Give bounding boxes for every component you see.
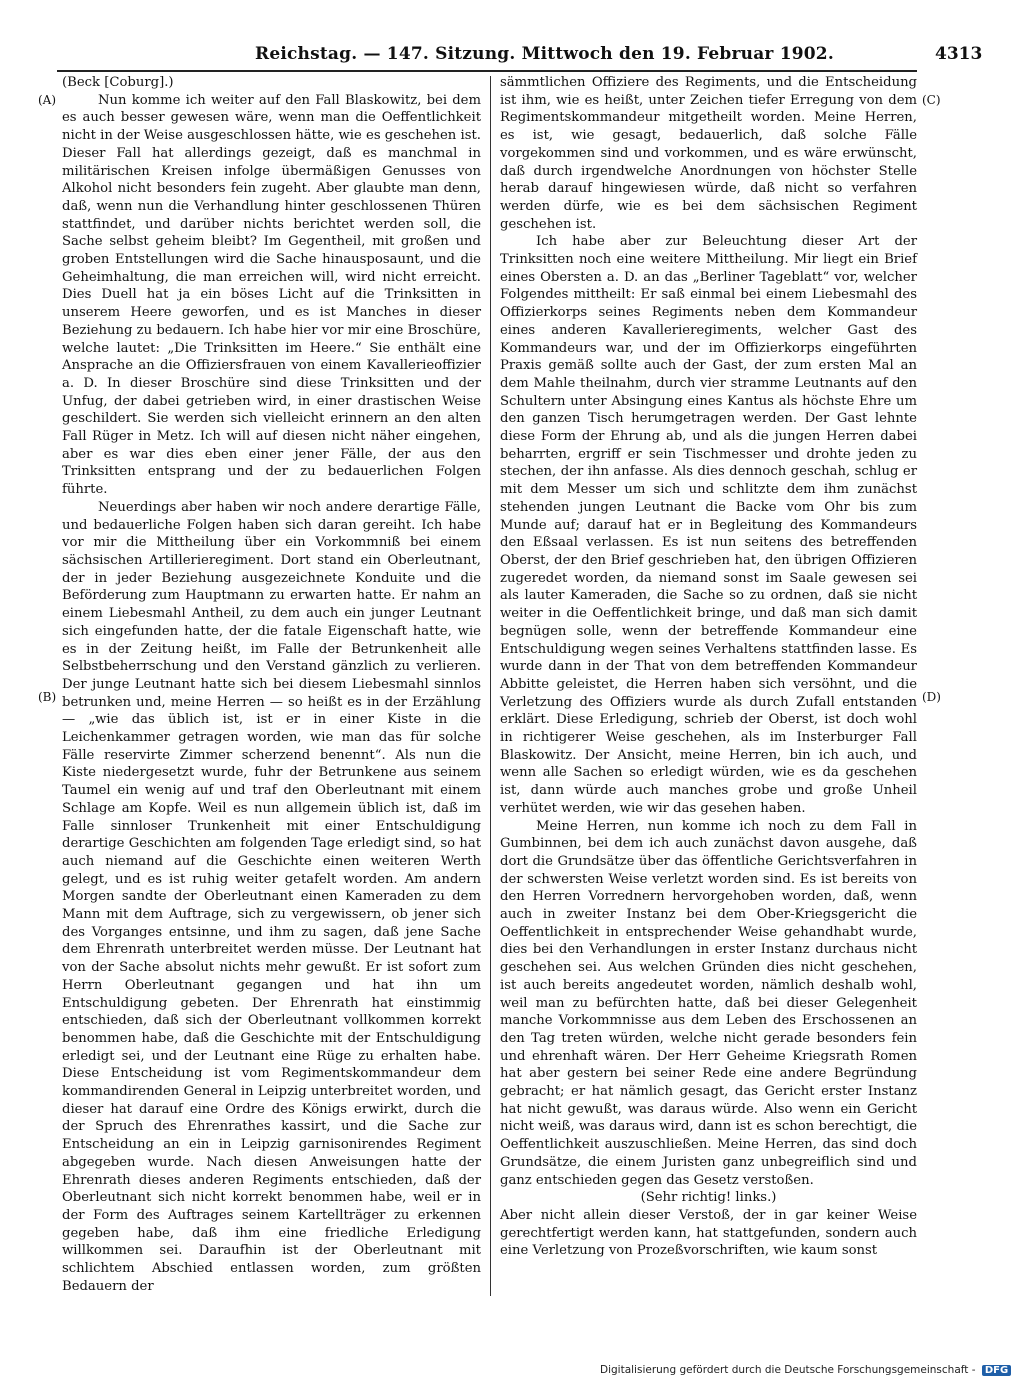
column-divider [490, 76, 491, 1296]
page-header: Reichstag. — 147. Sitzung. Mittwoch den 19. Februar 1902. [255, 44, 834, 64]
dfg-logo: DFG [982, 1365, 1011, 1376]
speaker-line: (Beck [Coburg].) [62, 75, 174, 90]
margin-marker-b: (B) [38, 690, 57, 704]
paragraph: Meine Herren, nun komme ich noch zu dem Fall in Gumbinnen, bei dem ich auch zunächst davon ausgehe, daß dort die Grundsätze über das öffentliche Gerichtsverfahren in der schwersten Weise verletzt worden sind. Es ist bereits von den Herren Vorrednern hervorgehoben worden, daß, wenn auch in zweiter Instanz bei dem Ober-Kriegsgericht die Oeffentlichkeit in entsprechender Weise gehandhabt wurde, dies bei den Verhandlungen in erster Instanz durchaus nicht geschehen sei. Aus welchen Gründen dies nicht geschehen, ist auch bereits angedeutet worden, nämlich deshalb wohl, weil man zu befürchten hatte, daß bei dieser Gelegenheit manche Vorkommnisse aus dem Leben des Erschossenen an den Tag treten würden, welche nicht gerade besonders fein und ehrenhaft wären. Der Herr Geheime Kriegsrath Romen hat aber gestern bei seiner Rede eine andere Begründung gebracht; er hat nämlich gesagt, das Gericht erster Instanz hat nicht gewußt, was daraus würde. Also wenn ein Gericht nicht weiß, was daraus wird, dann ist es schon berechtigt, die Oeffentlichkeit auszuschließen. Meine Herren, das sind doch Grundsätze, die einem Juristen ganz unbegreiflich sind und ganz entschieden gegen das Gesetz verstoßen. [500, 818, 917, 1188]
paragraph: Neuerdings aber haben wir noch andere derartige Fälle, und bedauerliche Folgen haben sich daran gereiht. Ich habe vor mir die Mittheilung über ein Vorkommniß bei einem sächsischen Artillerieregiment. Dort stand ein Oberleutnant, der in jeder Beziehung ausgezeichnete Konduite und die Beförderung zum Hauptmann zu erwarten hatte. Er nahm an einem Liebesmahl Antheil, zu dem auch ein junger Leutnant sich eingefunden hatte, der die fatale Eigenschaft hatte, wie es in der Zeitung heißt, im Falle der Betrunkenheit alle Selbstbeherrschung und den Verstand gänzlich zu verlieren. Der junge Leutnant hatte sich bei diesem Liebesmahl sinnlos betrunken und, meine Herren — so heißt es in der Erzählung — „wie das üblich ist, ist er in einer Kiste in die Leichenkammer getragen worden, wie man das für solche Fälle reservirte Zimmer scherzend benennt“. Als nun die Kiste niedergesetzt wurde, fuhr der Betrunkene aus seinem Taumel ein wenig auf und traf den Oberleutnant mit einem Schlage am Kopfe. Weil es nun allgemein üblich ist, daß im Falle sinnloser Trunkenheit mit einer Entschuldigung derartige Geschichten am folgenden Tage erledigt sind, so hat auch niemand auf die Geschichte einen weiteren Werth gelegt, und es ist ruhig weiter getafelt worden. Am andern Morgen sandte der Oberleutnant einen Kameraden zu dem Mann mit dem Auftrage, sich zu vergewissern, ob jener sich des Vorganges entsinne, und ihm zu sagen, daß jene Sache dem Ehrenrath unterbreitet werden müsse. Der Leutnant hat von der Sache absolut nichts mehr gewußt. Er ist sofort zum Herrn Oberleutnant gegangen und hat ihn um Entschuldigung gebeten. Der Ehrenrath hat einstimmig entschieden, daß sich der Oberleutnant vollkommen korrekt benommen habe, daß die Geschichte mit der Entschuldigung erledigt sei, und der Leutnant eine Rüge zu erhalten habe. Diese Entscheidung ist vom Regimentskommandeur dem kommandirenden General in Leipzig unterbreitet worden, und dieser hat darauf eine Ordre des Königs erwirkt, durch die der Spruch des Ehrenrathes kassirt, und die Sache zur Entscheidung an ein in Leipzig garnisonirendes Regiment abgegeben wurde. Nach diesen Anweisungen hatte der Ehrenrath dieses anderen Regiments entschieden, daß der Oberleutnant sich nicht korrekt benommen habe, weil er in der Form des Auftrages seinem Kartellträger zu erkennen gegeben habe, daß ihm eine friedliche Erledigung willkommen sei. Daraufhin ist der Oberleutnant mit schlichtem Abschied entlassen worden, zum größten Bedauern der [62, 499, 481, 1294]
margin-marker-d: (D) [922, 690, 941, 704]
page-number: 4313 [935, 44, 983, 64]
paragraph: Nun komme ich weiter auf den Fall Blaskowitz, bei dem es auch besser gewesen wäre, wenn man die Oeffentlichkeit nicht in der Weise ausgeschlossen hätte, wie es geschehen ist. Dieser Fall hat allerdings gezeigt, daß es manchmal in militärischen Kreisen infolge übermäßigen Genusses von Alkohol nicht besonders fein zugeht. Aber glaubte man denn, daß, wenn nun die Verhandlung hinter geschlossenen Thüren stattfindet, und darüber nichts berichtet werden soll, die Sache selbst geheim bleibt? Im Gegentheil, mit großen und groben Entstellungen wird die Sache hinausposaunt, und die Geheimhaltung, die man erreichen will, wird nicht erreicht. Dies Duell hat ja ein böses Licht auf die Trinksitten in unserem Heere geworfen, und es ist Manches in dieser Beziehung zu bedauern. Ich habe hier vor mir eine Broschüre, welche lautet: „Die Trinksitten im Heere.“ Sie enthält eine Ansprache an die Offiziersfrauen von einem Kavallerieoffizier a. D. In dieser Broschüre sind diese Trinksitten und der Unfug, der dabei getrieben wird, in einer drastischen Weise geschildert. Sie werden sich vielleicht erinnern an den alten Fall Rüger in Metz. Ich will auf diesen nicht näher eingehen, aber es war dies eben einer jener Fälle, der aus den Trinksitten entsprang und der zu bedauerlichen Folgen führte. [62, 92, 481, 498]
paragraph: sämmtlichen Offiziere des Regiments, und die Entscheidung ist ihm, wie es heißt, unter Zeichen tiefer Erregung von dem Regimentskommandeur mitgetheilt worden. Meine Herren, es ist, wie gesagt, bedauerlich, daß solche Fälle vorgekommen sind und vorkommen, und es wäre erwünscht, daß durch irgendwelche Anordnungen von höchster Stelle herab darauf hingewiesen würde, daß nicht so verfahren werden dürfe, wie es bei dem sächsischen Regiment geschehen ist. [500, 75, 917, 232]
interjection: (Sehr richtig! links.) [640, 1190, 777, 1206]
footer-credit [600, 1364, 1011, 1376]
right-column [500, 74, 917, 1260]
margin-marker-a: (A) [38, 93, 57, 107]
margin-marker-c: (C) [922, 93, 941, 107]
header-rule [57, 70, 917, 72]
paragraph: Ich habe aber zur Beleuchtung dieser Art der Trinksitten noch eine weitere Mittheilung. Mir liegt ein Brief eines Obersten a. D. an das „Berliner Tageblatt“ vor, welcher Folgendes mittheilt: Er saß einmal bei einem Liebesmahl des Offizierkorps seines Regiments neben dem Kommandeur eines anderen Kavallerieregiments, welcher Gast des Kommandeurs war, und der im Offizierkorps eingeführten Praxis gemäß sollte auch der Gast, der zum ersten Mal an dem Mahle theilnahm, durch vier stramme Leutnants auf den Schultern unter Absingung eines Kantus als höchste Ehre um den ganzen Tisch herumgetragen werden. Der Gast lehnte diese Form der Ehrung ab, und als die jungen Herren dabei beharrten, ergriff er sein Tischmesser und drohte jeden zu stechen, der ihn anfasse. Als dies dennoch geschah, schlug er mit dem Messer um sich und schlitzte dem ihm zunächst stehenden jungen Leutnant die Backe vom Ohr bis zum Munde auf; darauf hat er in Begleitung des Kommandeurs den Eßsaal verlassen. Es ist nun seitens des betreffenden Oberst, der den Brief geschrieben hat, den übrigen Offizieren zugeredet worden, da niemand sonst im Saale gewesen sei als lauter Kameraden, die Sache so zu ordnen, daß sie nicht weiter in die Oeffentlichkeit bringe, und daß man sich damit begnügen solle, wenn der betreffende Kommandeur eine Entschuldigung wegen seines Verhaltens stattfinden lasse. Es wurde dann in der That von dem betreffenden Kommandeur Abbitte geleistet, die Herren haben sich versöhnt, und die Verletzung des Offiziers wurde als durch Zufall entstanden erklärt. Diese Erledigung, schrieb der Oberst, ist doch wohl in richtigerer Weise geschehen, als im Insterburger Fall Blaskowitz. Der Ansicht, meine Herren, bin ich auch, und wenn alle Sachen so erledigt würden, wie es da geschehen ist, dann würde auch manches grobe und große Unheil verhütet werden, wie wir das gesehen haben. [500, 234, 917, 816]
left-column [62, 74, 481, 1296]
footer-text: Digitalisierung gefördert durch die Deutsche Forschungsgemeinschaft - [600, 1364, 976, 1376]
paragraph: Aber nicht allein dieser Verstoß, der in gar keiner Weise gerechtfertigt werden kann, hat stattgefunden, sondern auch eine Verletzung von Prozeßvorschriften, wie kaum sonst [500, 1208, 917, 1259]
